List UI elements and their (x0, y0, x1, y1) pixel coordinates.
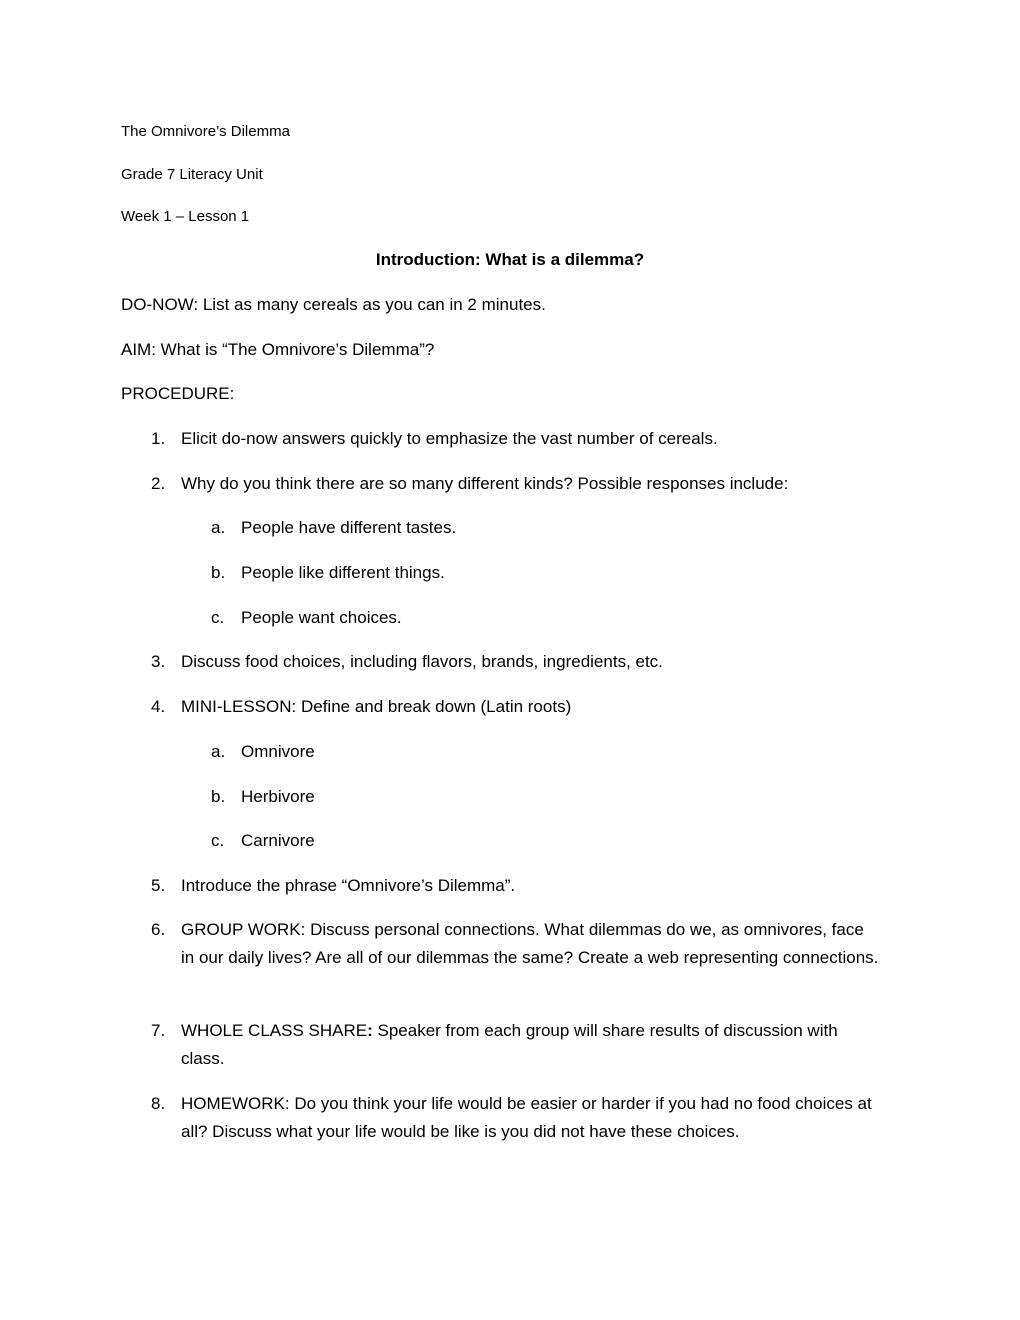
header-week: Week 1 – Lesson 1 (121, 208, 250, 225)
header-grade: Grade 7 Literacy Unit (121, 166, 263, 183)
sub-item-letter: a. (211, 742, 226, 761)
sub-item-text: Carnivore (241, 831, 315, 850)
item-text: GROUP WORK: Discuss personal connections. What dilemmas do we, as omnivores, face in our daily lives? Are all of our dilemmas the same? Create a web representing connections. (181, 920, 879, 967)
sub-item-letter: b. (211, 787, 226, 806)
sub-item-text: People have different tastes. (241, 518, 457, 537)
item-number: 6. (151, 920, 166, 939)
item-text: MINI-LESSON: Define and break down (Latin roots) (181, 697, 572, 716)
item-text: Introduce the phrase “Omnivore’s Dilemma”. (181, 876, 516, 895)
item-label: WHOLE CLASS SHARE (181, 1021, 368, 1040)
sub-item-text: Omnivore (241, 742, 315, 761)
sub-item-letter: c. (211, 831, 225, 850)
item-number: 3. (151, 652, 166, 671)
aim: AIM: What is “The Omnivore’s Dilemma”? (121, 340, 435, 359)
header-title: The Omnivore’s Dilemma (121, 123, 290, 140)
sub-item-text: People like different things. (241, 563, 445, 582)
item-number: 8. (151, 1094, 166, 1113)
sub-item-letter: c. (211, 608, 225, 627)
item-number: 7. (151, 1021, 166, 1040)
sub-item-text: Herbivore (241, 787, 315, 806)
sub-item-text: People want choices. (241, 608, 402, 627)
item-text (181, 1017, 881, 1073)
procedure-label: PROCEDURE: (121, 384, 235, 403)
lesson-title: Introduction: What is a dilemma? (375, 250, 645, 269)
sub-item-letter: a. (211, 518, 226, 537)
item-number: 4. (151, 697, 166, 716)
item-number: 5. (151, 876, 166, 895)
item-text: Discuss food choices, including flavors, brands, ingredients, etc. (181, 652, 663, 671)
item-rest: Speaker from each group will share results of discussion with class. (181, 1021, 838, 1068)
item-number: 1. (151, 429, 166, 448)
item-text: Why do you think there are so many different kinds? Possible responses include: (181, 474, 789, 493)
item-label-colon: : (367, 1021, 373, 1040)
do-now: DO-NOW: List as many cereals as you can in 2 minutes. (121, 295, 546, 314)
item-number: 2. (151, 474, 166, 493)
item-text: Elicit do-now answers quickly to emphasize the vast number of cereals. (181, 429, 718, 448)
item-text: HOMEWORK: Do you think your life would be easier or harder if you had no food choices at all? Discuss what your life would be like is you did not have these choices. (181, 1094, 872, 1141)
sub-item-letter: b. (211, 563, 226, 582)
